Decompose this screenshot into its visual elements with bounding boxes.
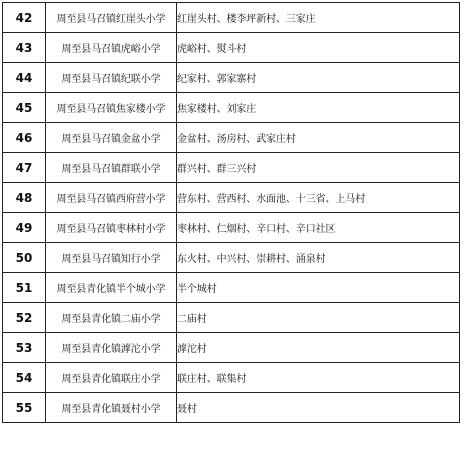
school-name: 周至县青化镇二庙小学 [46, 303, 177, 333]
row-number: 44 [3, 63, 46, 93]
village-list: 东火村、中兴村、崇耕村、涌泉村 [177, 243, 460, 273]
school-name: 周至县马召镇知行小学 [46, 243, 177, 273]
village-list: 滹沱村 [177, 333, 460, 363]
village-list: 纪家村、郭家寨村 [177, 63, 460, 93]
row-number: 45 [3, 93, 46, 123]
table-body [3, 3, 460, 423]
village-list: 聂村 [177, 393, 460, 423]
school-name: 周至县马召镇金盆小学 [46, 123, 177, 153]
row-number: 42 [3, 3, 46, 33]
row-number: 48 [3, 183, 46, 213]
table-row [3, 303, 460, 333]
table-row [3, 183, 460, 213]
table-row [3, 123, 460, 153]
table-row [3, 243, 460, 273]
row-number: 53 [3, 333, 46, 363]
school-name: 周至县马召镇群联小学 [46, 153, 177, 183]
row-number: 43 [3, 33, 46, 63]
row-number: 55 [3, 393, 46, 423]
table-row [3, 93, 460, 123]
school-name: 周至县马召镇纪联小学 [46, 63, 177, 93]
school-name: 周至县马召镇西府营小学 [46, 183, 177, 213]
table-row [3, 63, 460, 93]
village-list: 金盆村、汤房村、武家庄村 [177, 123, 460, 153]
row-number: 54 [3, 363, 46, 393]
village-list: 联庄村、联集村 [177, 363, 460, 393]
village-list: 营东村、营西村、水面池、十三省、上马村 [177, 183, 460, 213]
school-name: 周至县青化镇滹沱小学 [46, 333, 177, 363]
school-name: 周至县青化镇聂村小学 [46, 393, 177, 423]
school-name: 周至县马召镇焦家楼小学 [46, 93, 177, 123]
village-list: 焦家楼村、刘家庄 [177, 93, 460, 123]
village-list: 半个城村 [177, 273, 460, 303]
table-row [3, 33, 460, 63]
row-number: 46 [3, 123, 46, 153]
school-name: 周至县马召镇红崖头小学 [46, 3, 177, 33]
village-list: 枣林村、仁烟村、辛口村、辛口社区 [177, 213, 460, 243]
row-number: 47 [3, 153, 46, 183]
table-row [3, 153, 460, 183]
row-number: 51 [3, 273, 46, 303]
table-row [3, 213, 460, 243]
school-district-table [2, 2, 460, 423]
village-list: 群兴村、群三兴村 [177, 153, 460, 183]
school-name: 周至县马召镇虎峪小学 [46, 33, 177, 63]
school-name: 周至县马召镇枣林村小学 [46, 213, 177, 243]
village-list: 红崖头村、楼李坪新村、三家庄 [177, 3, 460, 33]
table-row [3, 273, 460, 303]
table-row [3, 363, 460, 393]
school-name: 周至县青化镇半个城小学 [46, 273, 177, 303]
village-list: 虎峪村、熨斗村 [177, 33, 460, 63]
row-number: 50 [3, 243, 46, 273]
row-number: 49 [3, 213, 46, 243]
school-name: 周至县青化镇联庄小学 [46, 363, 177, 393]
village-list: 二庙村 [177, 303, 460, 333]
table-row [3, 3, 460, 33]
table-row [3, 393, 460, 423]
table-row [3, 333, 460, 363]
row-number: 52 [3, 303, 46, 333]
